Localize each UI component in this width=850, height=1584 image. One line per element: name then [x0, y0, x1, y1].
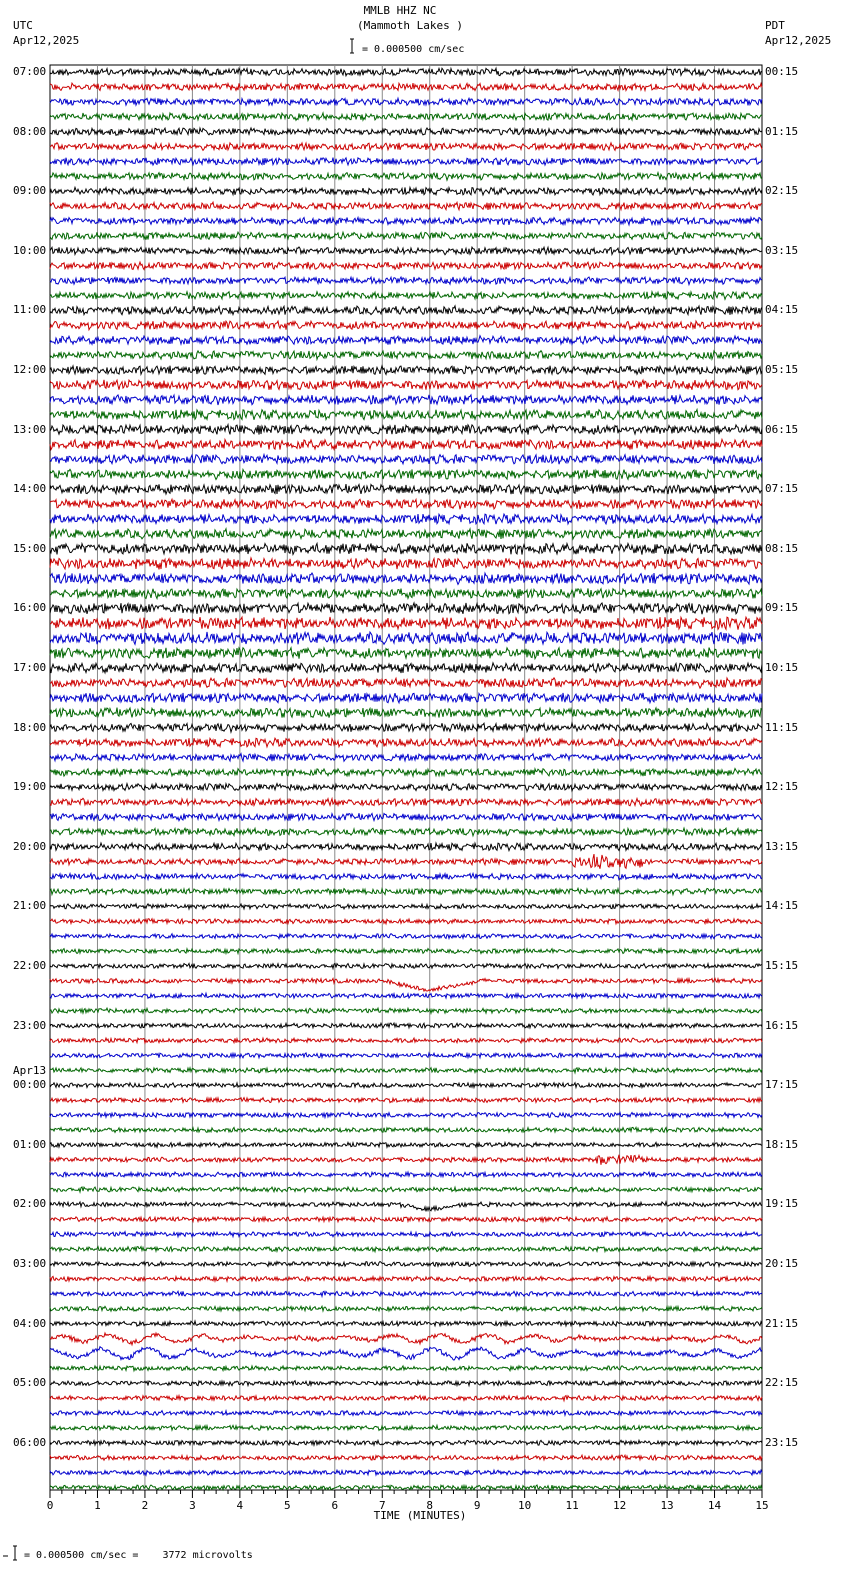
x-tick-label: 9 — [473, 1499, 481, 1512]
pdt-hour-label: 07:15 — [765, 482, 799, 496]
x-tick-label: 4 — [236, 1499, 244, 1512]
seismic-trace — [50, 128, 762, 135]
seismic-trace — [50, 395, 762, 405]
utc-hour-label: 02:00 — [13, 1197, 47, 1211]
seismic-trace — [50, 98, 762, 106]
seismic-trace — [50, 1217, 762, 1222]
seismic-trace — [50, 588, 762, 598]
seismic-trace — [50, 723, 762, 732]
seismic-trace — [50, 1262, 762, 1267]
utc-hour-label: 09:00 — [13, 184, 47, 198]
seismic-trace — [50, 843, 762, 851]
seismic-trace — [50, 873, 762, 879]
seismic-trace — [50, 83, 762, 91]
seismic-trace — [50, 469, 762, 479]
x-tick-label: 14 — [707, 1499, 722, 1512]
seismic-trace — [50, 1083, 762, 1088]
seismic-trace — [50, 1396, 762, 1401]
seismic-trace — [50, 934, 762, 939]
seismic-trace — [50, 113, 762, 121]
x-tick-label: 11 — [565, 1499, 579, 1512]
utc-hour-label: 01:00 — [13, 1137, 47, 1151]
pdt-hour-label: 21:15 — [765, 1316, 799, 1330]
seismic-trace — [50, 1425, 762, 1430]
seismic-trace — [50, 1142, 762, 1147]
pdt-hour-label: 01:15 — [765, 124, 799, 138]
seismic-trace — [50, 351, 762, 360]
seismic-trace — [50, 1155, 762, 1165]
x-tick-label: 7 — [378, 1499, 386, 1512]
utc-hour-label: 19:00 — [13, 780, 47, 794]
seismic-trace — [50, 1276, 762, 1281]
seismic-trace — [50, 769, 762, 777]
utc-zone-label: UTC — [13, 19, 33, 32]
utc-hour-label: 17:00 — [13, 661, 47, 674]
seismic-trace — [50, 1202, 762, 1212]
pdt-hour-label: 11:15 — [765, 720, 799, 734]
scale-bar-icon — [3, 39, 354, 1560]
seismic-trace — [50, 380, 762, 390]
x-tick-label: 5 — [284, 1499, 291, 1512]
x-tick-label: 6 — [331, 1499, 339, 1512]
seismic-trace — [50, 798, 762, 806]
seismic-trace — [50, 173, 762, 181]
utc-hour-label: 20:00 — [13, 839, 47, 853]
seismic-trace — [50, 1321, 762, 1326]
seismic-trace — [50, 708, 762, 718]
seismic-trace — [50, 663, 762, 673]
seismic-trace — [50, 648, 762, 659]
pdt-hour-label: 13:15 — [765, 839, 799, 853]
seismic-trace — [50, 754, 762, 762]
seismic-trace — [50, 693, 762, 703]
seismic-trace — [50, 738, 762, 747]
seismic-trace — [50, 993, 762, 998]
pdt-hour-label: 09:15 — [765, 601, 799, 615]
seismic-trace — [50, 1411, 762, 1416]
seismic-trace — [50, 558, 762, 569]
seismic-trace — [50, 813, 762, 820]
seismic-trace — [50, 632, 762, 645]
utc-hour-label: 15:00 — [13, 541, 47, 555]
pdt-hour-label: 00:15 — [765, 65, 799, 78]
utc-date-label: Apr12,2025 — [13, 34, 80, 47]
seismic-trace — [50, 292, 762, 300]
seismic-trace — [50, 1440, 762, 1445]
seismic-trace — [50, 277, 762, 285]
seismic-trace — [50, 964, 762, 969]
seismic-trace — [50, 455, 762, 465]
seismic-trace — [50, 617, 762, 630]
seismic-trace — [50, 784, 762, 791]
seismic-trace — [50, 1038, 762, 1043]
seismic-trace — [50, 949, 762, 954]
seismic-trace — [50, 919, 762, 924]
x-tick-label: 1 — [94, 1499, 101, 1512]
seismic-trace — [50, 1232, 762, 1237]
pdt-hour-label: 22:15 — [765, 1376, 799, 1390]
utc-hour-label: 06:00 — [13, 1435, 47, 1449]
seismic-trace — [50, 1127, 762, 1132]
seismic-trace — [50, 247, 762, 255]
seismic-trace — [50, 232, 762, 240]
seismic-trace — [50, 321, 762, 330]
scale-label: = 0.000500 cm/sec — [362, 44, 465, 55]
seismic-trace — [50, 904, 762, 909]
utc-hour-label: 10:00 — [13, 243, 47, 257]
seismic-trace — [50, 1470, 762, 1475]
pdt-hour-label: 18:15 — [765, 1137, 799, 1151]
seismic-trace — [50, 217, 762, 225]
utc-hour-label: 13:00 — [13, 422, 47, 436]
seismic-trace — [50, 543, 762, 554]
seismic-trace — [50, 1098, 762, 1103]
x-tick-label: 3 — [189, 1499, 196, 1512]
seismic-trace — [50, 410, 762, 420]
pdt-hour-label: 02:15 — [765, 184, 799, 198]
x-axis — [50, 1490, 762, 1498]
seismic-trace — [50, 1291, 762, 1296]
seismic-trace — [50, 1306, 762, 1311]
seismic-trace — [50, 1366, 762, 1371]
station-location: (Mammoth Lakes ) — [357, 19, 463, 32]
utc-hour-label: 16:00 — [13, 601, 47, 615]
seismic-trace — [50, 306, 762, 315]
seismic-trace — [50, 1333, 762, 1345]
seismic-trace — [50, 143, 762, 151]
pdt-hour-label: 12:15 — [765, 780, 799, 794]
pdt-hour-label: 15:15 — [765, 959, 799, 972]
pdt-hour-label: 16:15 — [765, 1018, 799, 1032]
seismic-trace — [50, 187, 762, 195]
pdt-hour-label: 19:15 — [765, 1197, 799, 1211]
pdt-hour-label: 14:15 — [765, 899, 799, 913]
x-tick-label: 0 — [46, 1499, 54, 1512]
seismic-trace — [50, 158, 762, 165]
pdt-hour-label: 08:15 — [765, 541, 799, 555]
x-axis-title: TIME (MINUTES) — [373, 1509, 467, 1522]
seismic-trace — [50, 1187, 762, 1192]
seismic-trace — [50, 573, 762, 584]
utc-hour-label: 03:00 — [13, 1257, 47, 1270]
pdt-hour-label: 05:15 — [765, 363, 799, 376]
utc-hour-label: 21:00 — [13, 899, 47, 913]
x-tick-label: 13 — [660, 1499, 674, 1512]
seismic-trace — [50, 1008, 762, 1013]
utc-hour-label: 00:00 — [13, 1078, 47, 1092]
seismic-trace — [50, 1485, 762, 1490]
date-change-label: Apr13 — [13, 1064, 47, 1078]
x-tick-label: 12 — [612, 1499, 627, 1512]
seismic-trace — [50, 1023, 762, 1028]
seismic-trace — [50, 1172, 762, 1177]
seismic-trace — [50, 854, 762, 869]
seismic-trace — [50, 678, 762, 688]
x-tick-label: 10 — [518, 1499, 532, 1512]
seismic-trace — [50, 1068, 762, 1073]
seismic-trace — [50, 366, 762, 375]
seismic-trace — [50, 439, 762, 449]
seismic-trace — [50, 262, 762, 270]
utc-hour-label: 04:00 — [13, 1316, 47, 1330]
seismic-trace — [50, 1347, 762, 1360]
seismic-trace — [50, 202, 762, 210]
pdt-hour-label: 04:15 — [765, 303, 799, 317]
pdt-hour-label: 10:15 — [765, 661, 799, 674]
seismic-traces — [50, 68, 762, 1490]
utc-hour-label: 08:00 — [13, 124, 47, 138]
x-tick-label: 15 — [755, 1499, 769, 1512]
utc-hour-label: 22:00 — [13, 959, 47, 972]
seismic-trace — [50, 336, 762, 345]
footer-scale-note: = 0.000500 cm/sec = 3772 microvolts — [24, 1550, 253, 1561]
seismic-trace — [50, 1455, 762, 1460]
pdt-hour-label: 06:15 — [765, 422, 799, 436]
seismic-trace — [50, 828, 762, 836]
utc-hour-label: 14:00 — [13, 482, 47, 496]
pdt-hour-label: 17:15 — [765, 1078, 799, 1092]
pdt-date-label: Apr12,2025 — [765, 34, 832, 47]
seismic-trace — [50, 529, 762, 539]
x-tick-label: 8 — [426, 1499, 434, 1512]
utc-hour-label: 23:00 — [13, 1018, 47, 1032]
seismic-trace — [50, 888, 762, 894]
utc-hour-label: 12:00 — [13, 363, 47, 376]
utc-hour-label: 18:00 — [13, 720, 47, 734]
pdt-hour-label: 03:15 — [765, 243, 799, 257]
seismic-trace — [50, 499, 762, 509]
seismic-trace — [50, 484, 762, 494]
utc-hour-label: 11:00 — [13, 303, 47, 317]
pdt-hour-label: 23:15 — [765, 1435, 799, 1449]
seismic-trace — [50, 1381, 762, 1386]
seismic-trace — [50, 1112, 762, 1117]
pdt-zone-label: PDT — [765, 19, 785, 32]
utc-hour-label: 07:00 — [13, 65, 47, 78]
x-tick-label: 2 — [141, 1499, 149, 1512]
pdt-hour-label: 20:15 — [765, 1257, 799, 1270]
seismic-trace — [50, 514, 762, 524]
utc-hour-label: 05:00 — [13, 1376, 47, 1390]
seismic-trace — [50, 1247, 762, 1252]
seismic-trace — [50, 425, 762, 435]
seismic-trace — [50, 978, 762, 991]
seismic-trace — [50, 603, 762, 614]
station-title: MMLB HHZ NC — [363, 4, 437, 17]
seismic-trace — [50, 68, 762, 76]
seismic-trace — [50, 1053, 762, 1058]
